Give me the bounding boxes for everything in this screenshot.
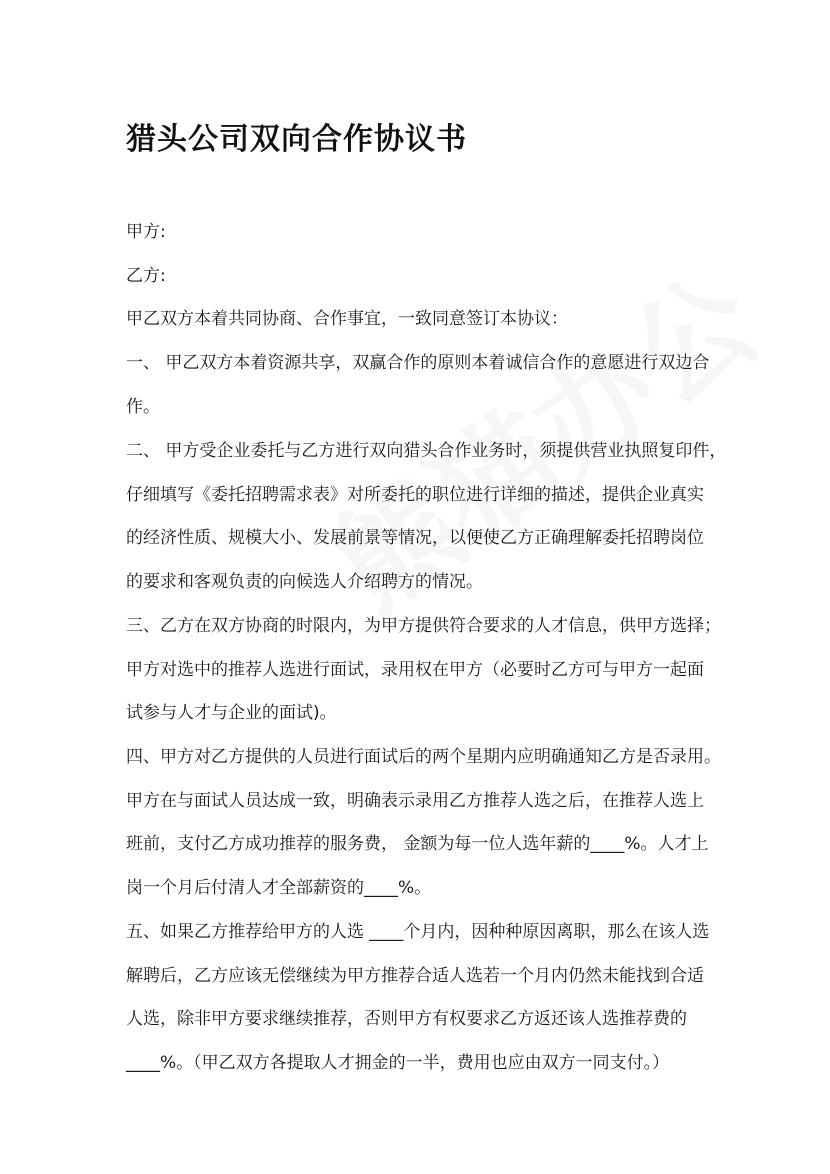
- clause-3-line-3: 试参与人才与企业的面试)。: [126, 703, 337, 723]
- clause-5-line-2: 解聘后，乙方应该无偿继续为甲方推荐合适人选若一个月内仍然未能找到合适: [126, 966, 704, 986]
- clause-4-line-2: 甲方在与面试人员达成一致，明确表示录用乙方推荐人选之后，在推荐人选上: [126, 791, 704, 811]
- clause-1-line-2: 作。: [126, 397, 160, 417]
- clause-2-line-1: 二、 甲方受企业委托与乙方进行双向猎头合作业务时，须提供营业执照复印件，: [126, 441, 727, 461]
- preamble-line: 甲乙双方本着共同协商、合作事宜，一致同意签订本协议：: [126, 309, 568, 329]
- clause-2-line-2: 仔细填写《委托招聘需求表》对所委托的职位进行详细的描述，提供企业真实: [126, 485, 704, 505]
- party-b-line: 乙方:: [126, 266, 166, 286]
- clause-5-line-4: ____%。（甲乙双方各提取人才拥金的一半，费用也应由双方一同支付。）: [126, 1053, 670, 1073]
- party-a-line: 甲方:: [126, 222, 166, 242]
- clause-4-line-1: 四、甲方对乙方提供的人员进行面试后的两个星期内应明确通知乙方是否录用。: [126, 747, 721, 767]
- clause-1-line-1: 一、 甲乙双方本着资源共享，双赢合作的原则本着诚信合作的意愿进行双边合: [126, 353, 710, 373]
- clause-5-line-3: 人选，除非甲方要求继续推荐，否则甲方有权要求乙方返还该人选推荐费的: [126, 1009, 687, 1029]
- clause-2-line-3: 的经济性质、规模大小、发展前景等情况，以便使乙方正确理解委托招聘岗位: [126, 528, 704, 548]
- clause-4-line-3: 班前，支付乙方成功推荐的服务费， 金额为每一位人选年薪的____%。人才上: [126, 834, 709, 854]
- clause-2-line-4: 的要求和客观负责的向候选人介绍聘方的情况。: [126, 572, 483, 592]
- clause-5-line-1: 五、如果乙方推荐给甲方的人选 ____个月内，因种种原因离职，那么在该人选: [126, 922, 710, 942]
- clause-3-line-2: 甲方对选中的推荐人选进行面试，录用权在甲方（必要时乙方可与甲方一起面: [126, 660, 704, 680]
- clause-3-line-1: 三、乙方在双方协商的时限内，为甲方提供符合要求的人才信息，供甲方选择；: [126, 616, 721, 636]
- clause-4-line-4: 岗一个月后付清人才全部薪资的____%。: [126, 878, 432, 898]
- document-title: 猎头公司双向合作协议书: [126, 122, 467, 157]
